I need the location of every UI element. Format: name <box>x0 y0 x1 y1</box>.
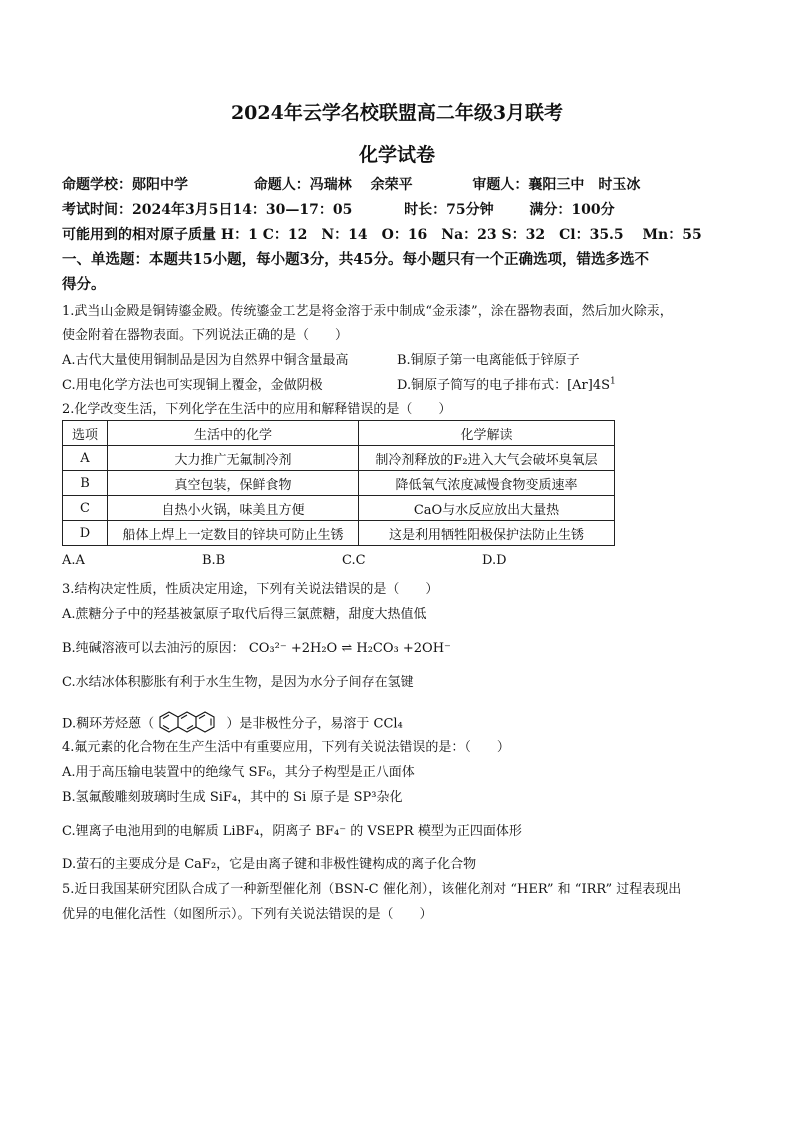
table-header-cell: 生活中的化学 <box>108 421 359 446</box>
table-row <box>63 446 615 471</box>
q3-option-a: A.蔗糖分子中的羟基被氯原子取代后得三氯蔗糖，甜度大热值低 <box>62 607 427 622</box>
table-row <box>63 496 615 521</box>
q1-option-d <box>397 374 616 393</box>
q4-stem: 4.氟元素的化合物在生产生活中有重要应用，下列有关说法错误的是：（ ） <box>62 740 510 755</box>
table-header-cell: 化学解读 <box>359 421 615 446</box>
reviewer-label: 审题人：襄阳三中 时玉冰 <box>472 177 641 193</box>
table-cell: 船体上焊上一定数目的锌块可防止生锈 <box>108 521 359 546</box>
exam-time: 考试时间：2024年3月5日14：30—17：05 <box>62 202 353 218</box>
q1-option-c: C.用电化学方法也可实现铜上覆金，金做阴极 <box>62 378 323 393</box>
table-cell: A <box>63 446 108 471</box>
q4-option-d: D.萤石的主要成分是 CaF₂，它是由离子键和非极性键构成的离子化合物 <box>62 857 477 872</box>
table-cell: D <box>63 521 108 546</box>
q4-option-a: A.用于高压输电装置中的绝缘气 SF₆，其分子构型是正八面体 <box>62 765 415 780</box>
q1-option-d-sup: 1 <box>610 376 616 387</box>
table-cell: 自热小火锅，味美且方便 <box>108 496 359 521</box>
q5-stem-line1: 5.近日我国某研究团队合成了一种新型催化剂（BSN-C 催化剂），该催化剂对 “HER” 和 “IRR” 过程表现出 <box>62 882 682 897</box>
q3-option-b <box>62 637 451 656</box>
q3-option-d <box>62 711 403 737</box>
q1-option-d-text: D.铜原子简写的电子排布式：[Ar]4S <box>397 378 611 393</box>
q3-option-c: C.水结冰体积膨胀有利于水生生物，是因为水分子间存在氢键 <box>62 675 414 690</box>
anthracene-structure-icon <box>158 711 222 737</box>
table-cell: 真空包装，保鲜食物 <box>108 471 359 496</box>
q2-option-c: C.C <box>342 553 366 568</box>
table-cell: B <box>63 471 108 496</box>
atomic-mass-line: 可能用到的相对原子质量 H：1 C：12 N：14 O：16 Na：23 S：32 Cl：35.5 Mn：55 <box>62 227 702 243</box>
table-row <box>63 521 615 546</box>
q2-table <box>62 420 615 546</box>
q2-option-b: B.B <box>202 553 226 568</box>
q2-stem: 2.化学改变生活，下列化学在生活中的应用和解释错误的是（ ） <box>62 402 452 417</box>
table-cell: 制冷剂释放的F₂进入大气会破坏臭氧层 <box>359 446 615 471</box>
q2-option-a: A.A <box>62 553 85 568</box>
table-header-cell: 选项 <box>63 421 108 446</box>
header-line-2 <box>62 199 615 219</box>
table-cell: CaO与水反应放出大量热 <box>359 496 615 521</box>
exam-title: 2024年云学名校联盟高二年级3月联考 <box>230 102 564 124</box>
q3-option-b-equation: CO₃²⁻ +2H₂O ⇌ H₂CO₃ +2OH⁻ <box>248 641 451 656</box>
q5-stem-line2: 优异的电催化活性（如图所示）。下列有关说法错误的是（ ） <box>62 907 433 922</box>
table-cell: C <box>63 496 108 521</box>
table-header-row <box>63 421 615 446</box>
q1-stem-line1: 1.武当山金殿是铜铸鎏金殿。传统鎏金工艺是将金溶于汞中制成“金汞漆”，涂在器物表面，然后加火除汞， <box>62 304 673 319</box>
author-label: 命题人：冯瑞林 余荣平 <box>253 177 413 193</box>
duration: 时长：75分钟 <box>404 202 494 218</box>
q1-option-a: A.古代大量使用铜制品是因为自然界中铜含量最高 <box>62 353 349 368</box>
table-cell: 大力推广无氟制冷剂 <box>108 446 359 471</box>
q3-option-d-text-post: ）是非极性分子，易溶于 CCl₄ <box>226 716 403 732</box>
q3-stem: 3.结构决定性质，性质决定用途，下列有关说法错误的是（ ） <box>62 582 439 597</box>
q4-option-b: B.氢氟酸雕刻玻璃时生成 SiF₄，其中的 Si 原子是 SP³杂化 <box>62 790 403 805</box>
section-heading-line1: 一、单选题：本题共15小题，每小题3分，共45分。每小题只有一个正确选项，错选多选不 <box>62 251 649 268</box>
q3-option-d-text-pre: D.稠环芳烃蒽（ <box>62 716 155 732</box>
exam-subtitle: 化学试卷 <box>358 144 435 166</box>
full-score: 满分：100分 <box>529 202 615 218</box>
table-row <box>63 471 615 496</box>
table-cell: 这是利用牺牲阳极保护法防止生锈 <box>359 521 615 546</box>
section-heading-line2: 得分。 <box>62 276 106 293</box>
q2-option-d: D.D <box>482 553 507 568</box>
q1-stem-line2: 使金附着在器物表面。下列说法正确的是（ ） <box>62 328 349 343</box>
q3-option-b-text: B.纯碱溶液可以去油污的原因： <box>62 641 245 656</box>
header-line-1 <box>62 174 640 194</box>
school-label: 命题学校：郧阳中学 <box>62 177 188 193</box>
q4-option-c: C.锂离子电池用到的电解质 LiBF₄，阴离子 BF₄⁻ 的 VSEPR 模型为正四面体形 <box>62 824 522 839</box>
q1-option-b: B.铜原子第一电离能低于锌原子 <box>397 353 580 368</box>
table-cell: 降低氧气浓度减慢食物变质速率 <box>359 471 615 496</box>
